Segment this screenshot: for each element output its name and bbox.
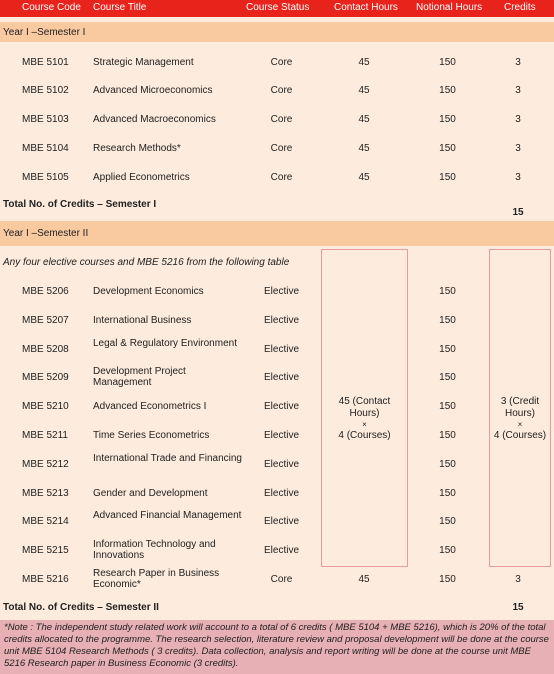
course-status: Core	[270, 57, 293, 68]
credits: 3	[515, 143, 521, 154]
header-contact-hours: Contact Hours	[334, 2, 398, 13]
course-title: Strategic Management	[93, 57, 194, 68]
notional-hours: 150	[439, 401, 456, 412]
table-row	[0, 565, 554, 594]
course-status: Core	[270, 172, 293, 183]
course-status: Elective	[263, 401, 299, 412]
table-row	[0, 479, 554, 508]
contact-hours: 45	[358, 172, 370, 183]
course-title: Advanced Financial Management	[93, 510, 242, 521]
notional-hours: 150	[439, 545, 456, 556]
course-title: Research Methods*	[93, 143, 181, 154]
credits: 3	[515, 57, 521, 68]
elective-contact-line1: 45 (Contact	[338, 396, 391, 407]
table-row	[0, 450, 554, 479]
course-title: Information Technology and Innovations	[93, 539, 216, 561]
semester2-heading	[0, 221, 554, 246]
table-row	[0, 163, 554, 192]
contact-hours: 45	[358, 143, 370, 154]
contact-hours: 45	[358, 114, 370, 125]
table-row	[0, 363, 554, 392]
course-code: MBE 5213	[22, 488, 69, 499]
notional-hours: 150	[439, 459, 456, 470]
credits: 3	[515, 114, 521, 125]
course-title: Advanced Microeconomics	[93, 85, 213, 96]
course-code: MBE 5209	[22, 372, 69, 383]
course-code: MBE 5208	[22, 344, 69, 355]
semester2-instruction: Any four elective courses and MBE 5216 from the following table	[3, 257, 290, 268]
course-title: Development Economics	[93, 286, 204, 297]
contact-hours: 45	[358, 85, 370, 96]
semester2-total-value: 15	[512, 602, 524, 613]
course-title: Development Project Management	[93, 366, 186, 388]
notional-hours: 150	[439, 344, 456, 355]
course-status: Elective	[263, 545, 299, 556]
course-title: Advanced Macroeconomics	[93, 114, 216, 125]
credits: 3	[515, 574, 521, 585]
header-course-title: Course Title	[93, 2, 147, 13]
contact-hours: 45	[358, 574, 370, 585]
header-notional-hours: Notional Hours	[416, 2, 483, 13]
footnote-text: *Note : The independent study related work will account to a total of 6 credits ( MBE 5104 + MBE 5216), which is 20% of the total credits allocated to the programme. The research selection, literature review and proposal development will be done at the course unit MBE 5104 Research Methods ( 3 credits). Data collection, analysis and report writing will be done at the course unit MBE 5216 Research paper in Business Economic (3 credits).	[4, 622, 549, 669]
header-credits: Credits	[504, 2, 536, 13]
course-status: Elective	[263, 344, 299, 355]
elective-credit-times: ×	[517, 420, 523, 429]
notional-hours: 150	[439, 315, 456, 326]
course-status: Elective	[263, 488, 299, 499]
notional-hours: 150	[439, 143, 456, 154]
semester1-total-label	[3, 199, 156, 210]
course-status: Elective	[263, 459, 299, 470]
table-row	[0, 392, 554, 421]
course-status: Elective	[263, 516, 299, 527]
notional-hours: 150	[439, 286, 456, 297]
course-title: Research Paper in Business Economic*	[93, 568, 220, 590]
course-code: MBE 5210	[22, 401, 69, 412]
notional-hours: 150	[439, 114, 456, 125]
notional-hours: 150	[439, 372, 456, 383]
course-code: MBE 5104	[22, 143, 69, 154]
notional-hours: 150	[439, 172, 456, 183]
semester1-total-value: 15	[512, 207, 524, 218]
course-status: Core	[270, 143, 293, 154]
table-row	[0, 335, 554, 364]
course-title: Gender and Development	[93, 488, 208, 499]
course-status: Elective	[263, 372, 299, 383]
course-code: MBE 5212	[22, 459, 69, 470]
notional-hours: 150	[439, 85, 456, 96]
course-status: Elective	[263, 430, 299, 441]
course-code: MBE 5101	[22, 57, 69, 68]
elective-credit-line2: Hours)	[504, 408, 535, 419]
course-status: Elective	[263, 286, 299, 297]
table-row	[0, 536, 554, 565]
course-code: MBE 5206	[22, 286, 69, 297]
table-row	[0, 277, 554, 306]
elective-contact-line2: Hours)	[349, 408, 380, 419]
table-row	[0, 507, 554, 536]
header-course-code: Course Code	[22, 2, 81, 13]
course-code: MBE 5214	[22, 516, 69, 527]
semester1-title: Year I –Semester I	[3, 27, 86, 38]
course-status: Elective	[263, 315, 299, 326]
course-title: Applied Econometrics	[93, 172, 190, 183]
table-header	[0, 0, 554, 17]
course-code: MBE 5211	[22, 430, 68, 441]
table-row	[0, 306, 554, 335]
course-title: Advanced Econometrics I	[93, 401, 207, 412]
course-title: Time Series Econometrics	[93, 430, 210, 441]
course-code: MBE 5105	[22, 172, 69, 183]
elective-credit-line1: 3 (Credit	[500, 396, 540, 407]
course-code: MBE 5216	[22, 574, 69, 585]
notional-hours: 150	[439, 57, 456, 68]
course-status: Core	[270, 574, 293, 585]
contact-hours: 45	[358, 57, 370, 68]
credits: 3	[515, 85, 521, 96]
course-code: MBE 5207	[22, 315, 69, 326]
course-title: International Business	[93, 315, 192, 326]
elective-contact-times: ×	[362, 420, 367, 429]
elective-contact-line3: 4 (Courses)	[338, 430, 391, 441]
notional-hours: 150	[439, 516, 456, 527]
header-course-status: Course Status	[246, 2, 310, 13]
course-title: Legal & Regulatory Environment	[93, 338, 237, 349]
notional-hours: 150	[439, 488, 456, 499]
table-row	[0, 134, 554, 163]
course-status: Core	[270, 85, 293, 96]
semester1-heading	[0, 22, 554, 42]
semester2-title: Year I –Semester II	[3, 228, 89, 239]
elective-credit-line3: 4 (Courses)	[493, 430, 547, 441]
credits: 3	[515, 172, 521, 183]
notional-hours: 150	[439, 430, 456, 441]
table-row	[0, 105, 554, 134]
footnote	[0, 620, 554, 674]
course-code: MBE 5103	[22, 114, 69, 125]
course-title: International Trade and Financing	[93, 453, 242, 464]
notional-hours: 150	[439, 574, 456, 585]
table-row	[0, 421, 554, 450]
semester1-total-label-text: Total No. of Credits – Semester I	[3, 199, 157, 210]
course-code: MBE 5102	[22, 85, 69, 96]
course-status: Core	[270, 114, 293, 125]
semester2-total-label: Total No. of Credits – Semester II	[3, 602, 159, 613]
course-code: MBE 5215	[22, 545, 69, 556]
table-row	[0, 76, 554, 105]
table-row	[0, 48, 554, 77]
